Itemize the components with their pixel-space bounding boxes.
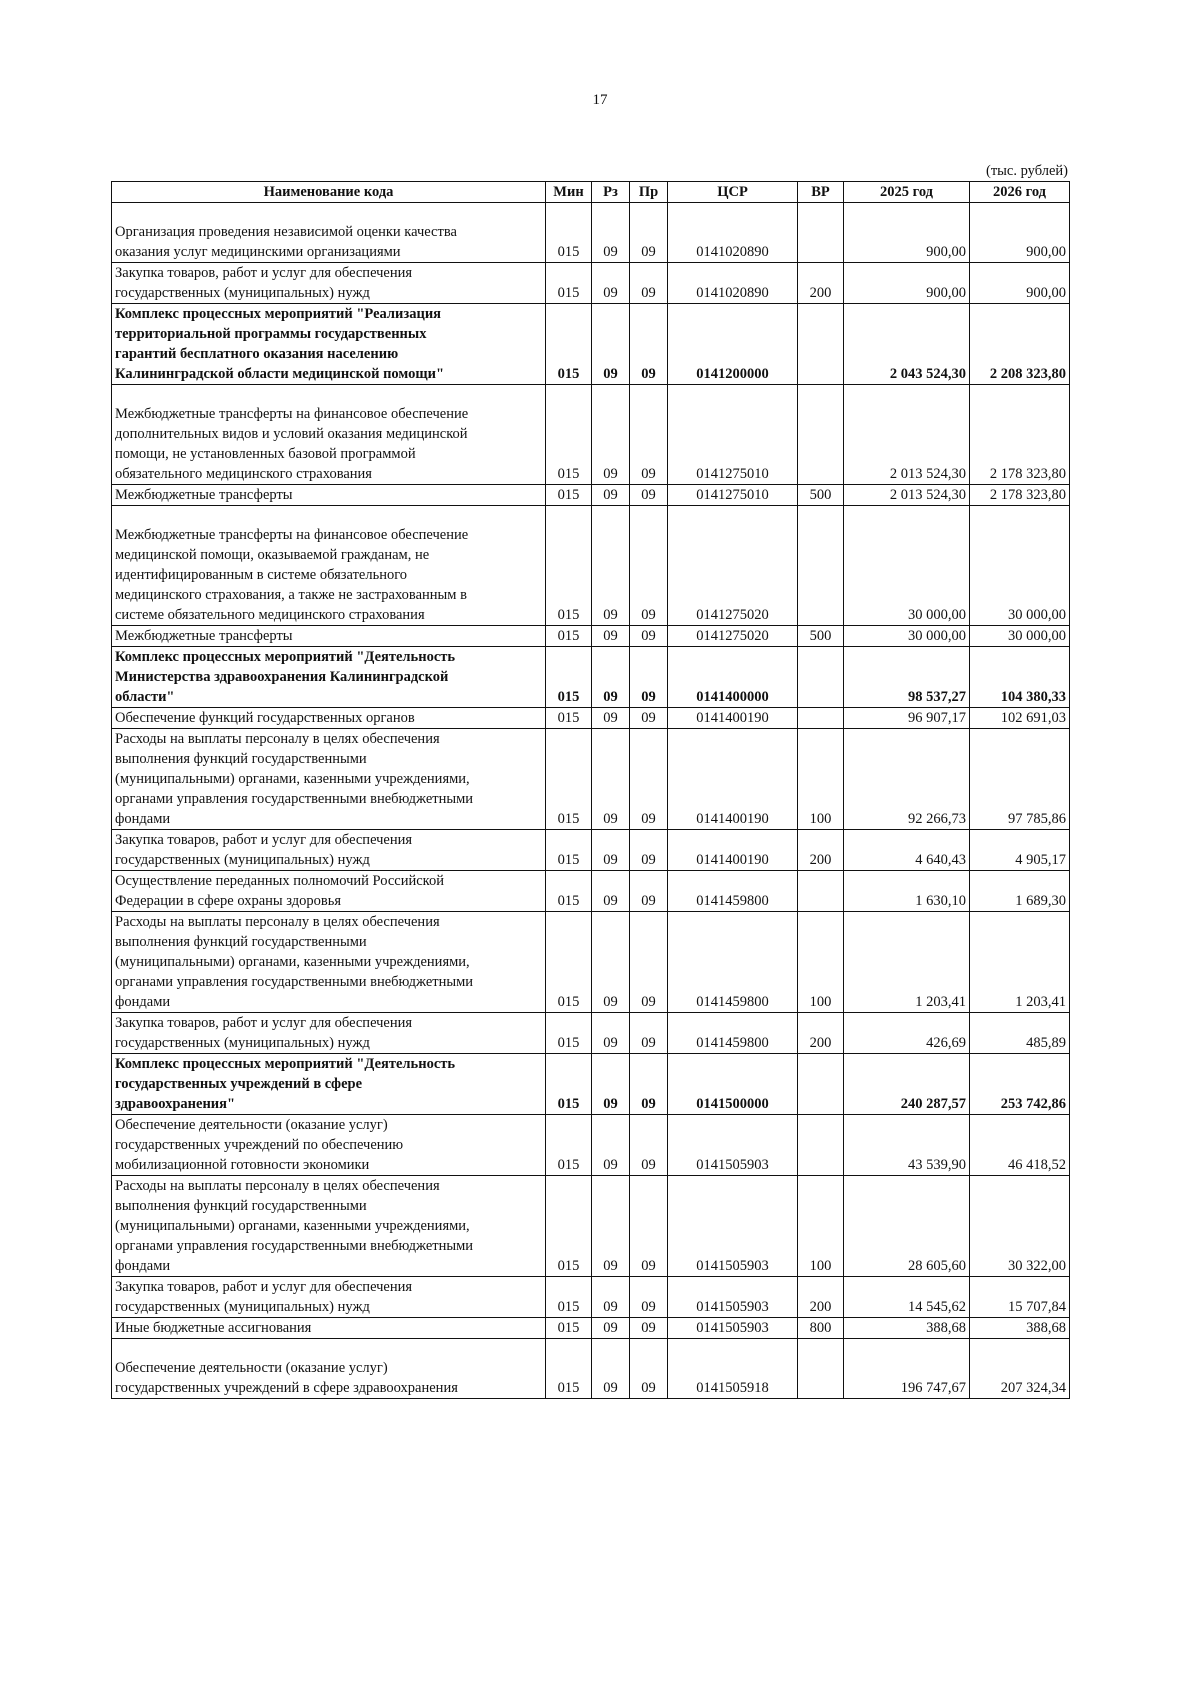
cell-2026: 97 785,86: [970, 729, 1070, 830]
cell-rz: 09: [592, 1277, 630, 1318]
cell-min: 015: [546, 729, 592, 830]
cell-rz: 09: [592, 485, 630, 506]
cell-csr: 0141505903: [668, 1318, 798, 1339]
cell-min: 015: [546, 912, 592, 1013]
cell-pr: 09: [630, 506, 668, 626]
cell-name: Иные бюджетные ассигнования: [112, 1318, 546, 1339]
cell-2025: 2 013 524,30: [844, 485, 970, 506]
cell-csr: 0141459800: [668, 912, 798, 1013]
table-row: [112, 1115, 1070, 1176]
cell-vr: [798, 1339, 844, 1399]
cell-min: 015: [546, 1318, 592, 1339]
cell-csr: 0141505918: [668, 1339, 798, 1399]
cell-2025: 30 000,00: [844, 626, 970, 647]
header-min: Мин: [546, 182, 592, 203]
cell-pr: 09: [630, 647, 668, 708]
cell-name: Межбюджетные трансферты на финансовое обеспечение медицинской помощи, оказываемой гражданам, не идентифицированным в системе обязательного медицинского страхования, а также не застрахованным в системе обязательного медицинского страхования: [112, 506, 546, 626]
cell-pr: 09: [630, 1339, 668, 1399]
cell-rz: 09: [592, 830, 630, 871]
table-row: [112, 203, 1070, 263]
table-row: [112, 1318, 1070, 1339]
header-row: [112, 182, 1070, 203]
cell-2026: 4 905,17: [970, 830, 1070, 871]
cell-csr: 0141400190: [668, 729, 798, 830]
cell-name: Обеспечение деятельности (оказание услуг) государственных учреждений по обеспечению мобилизационной готовности экономики: [112, 1115, 546, 1176]
cell-vr: [798, 871, 844, 912]
cell-2026: 388,68: [970, 1318, 1070, 1339]
cell-name: Закупка товаров, работ и услуг для обеспечения государственных (муниципальных) нужд: [112, 1277, 546, 1318]
header-pr: Пр: [630, 182, 668, 203]
cell-min: 015: [546, 506, 592, 626]
cell-2025: 4 640,43: [844, 830, 970, 871]
cell-name: Организация проведения независимой оценки качества оказания услуг медицинскими организациями: [112, 203, 546, 263]
cell-2025: 28 605,60: [844, 1176, 970, 1277]
cell-pr: 09: [630, 830, 668, 871]
cell-2026: 46 418,52: [970, 1115, 1070, 1176]
cell-vr: [798, 203, 844, 263]
cell-rz: 09: [592, 203, 630, 263]
cell-2025: 1 630,10: [844, 871, 970, 912]
table-row: [112, 304, 1070, 385]
cell-csr: 0141200000: [668, 304, 798, 385]
cell-vr: 100: [798, 912, 844, 1013]
cell-2026: 30 000,00: [970, 506, 1070, 626]
cell-vr: 500: [798, 626, 844, 647]
table-row: [112, 626, 1070, 647]
cell-pr: 09: [630, 871, 668, 912]
cell-rz: 09: [592, 871, 630, 912]
cell-min: 015: [546, 385, 592, 485]
cell-pr: 09: [630, 626, 668, 647]
cell-2025: 43 539,90: [844, 1115, 970, 1176]
cell-2025: 92 266,73: [844, 729, 970, 830]
header-rz: Рз: [592, 182, 630, 203]
cell-vr: 200: [798, 263, 844, 304]
cell-name: Расходы на выплаты персоналу в целях обеспечения выполнения функций государственными (муниципальными) органами, казенными учреждениями, органами управления государственными внебюджетными фондами: [112, 912, 546, 1013]
cell-pr: 09: [630, 1318, 668, 1339]
cell-vr: 100: [798, 1176, 844, 1277]
cell-min: 015: [546, 871, 592, 912]
cell-2026: 1 689,30: [970, 871, 1070, 912]
cell-name: Комплекс процессных мероприятий "Деятельность Министерства здравоохранения Калининградской области": [112, 647, 546, 708]
cell-2025: 240 287,57: [844, 1054, 970, 1115]
cell-csr: 0141459800: [668, 1013, 798, 1054]
cell-pr: 09: [630, 203, 668, 263]
table-row: [112, 263, 1070, 304]
budget-table: [111, 181, 1070, 1399]
header-csr: ЦСР: [668, 182, 798, 203]
cell-min: 015: [546, 203, 592, 263]
cell-2025: 96 907,17: [844, 708, 970, 729]
cell-csr: 0141459800: [668, 871, 798, 912]
table-row: [112, 1339, 1070, 1399]
cell-rz: 09: [592, 1115, 630, 1176]
table-row: [112, 871, 1070, 912]
cell-name: Межбюджетные трансферты на финансовое обеспечение дополнительных видов и условий оказания медицинской помощи, не установленных базовой программой обязательного медицинского страхования: [112, 385, 546, 485]
cell-name: Закупка товаров, работ и услуг для обеспечения государственных (муниципальных) нужд: [112, 830, 546, 871]
cell-vr: [798, 708, 844, 729]
cell-name: Межбюджетные трансферты: [112, 626, 546, 647]
cell-min: 015: [546, 304, 592, 385]
cell-name: Комплекс процессных мероприятий "Деятельность государственных учреждений в сфере здравоохранения": [112, 1054, 546, 1115]
cell-csr: 0141020890: [668, 203, 798, 263]
cell-csr: 0141400190: [668, 708, 798, 729]
cell-csr: 0141275020: [668, 506, 798, 626]
cell-min: 015: [546, 1013, 592, 1054]
cell-vr: [798, 647, 844, 708]
cell-name: Обеспечение функций государственных органов: [112, 708, 546, 729]
cell-vr: [798, 1115, 844, 1176]
cell-2025: 196 747,67: [844, 1339, 970, 1399]
cell-2025: 900,00: [844, 203, 970, 263]
cell-vr: 200: [798, 1013, 844, 1054]
cell-2026: 15 707,84: [970, 1277, 1070, 1318]
cell-rz: 09: [592, 647, 630, 708]
header-name: Наименование кода: [112, 182, 546, 203]
cell-min: 015: [546, 1176, 592, 1277]
cell-csr: 0141400000: [668, 647, 798, 708]
cell-vr: [798, 506, 844, 626]
cell-vr: 200: [798, 830, 844, 871]
cell-rz: 09: [592, 626, 630, 647]
cell-2026: 253 742,86: [970, 1054, 1070, 1115]
header-2026: 2026 год: [970, 182, 1070, 203]
cell-pr: 09: [630, 263, 668, 304]
cell-pr: 09: [630, 304, 668, 385]
cell-rz: 09: [592, 1339, 630, 1399]
cell-name: Закупка товаров, работ и услуг для обеспечения государственных (муниципальных) нужд: [112, 1013, 546, 1054]
cell-rz: 09: [592, 1054, 630, 1115]
table-row: [112, 912, 1070, 1013]
cell-vr: 800: [798, 1318, 844, 1339]
cell-min: 015: [546, 1115, 592, 1176]
table-row: [112, 385, 1070, 485]
cell-name: Осуществление переданных полномочий Российской Федерации в сфере охраны здоровья: [112, 871, 546, 912]
table-row: [112, 1054, 1070, 1115]
cell-vr: 100: [798, 729, 844, 830]
cell-min: 015: [546, 1339, 592, 1399]
cell-vr: [798, 304, 844, 385]
cell-pr: 09: [630, 1115, 668, 1176]
cell-csr: 0141505903: [668, 1277, 798, 1318]
cell-csr: 0141275010: [668, 485, 798, 506]
cell-pr: 09: [630, 708, 668, 729]
cell-2026: 2 178 323,80: [970, 385, 1070, 485]
cell-2026: 1 203,41: [970, 912, 1070, 1013]
cell-pr: 09: [630, 1176, 668, 1277]
table-row: [112, 506, 1070, 626]
cell-name: Расходы на выплаты персоналу в целях обеспечения выполнения функций государственными (муниципальными) органами, казенными учреждениями, органами управления государственными внебюджетными фондами: [112, 729, 546, 830]
table-row: [112, 830, 1070, 871]
cell-rz: 09: [592, 1318, 630, 1339]
cell-rz: 09: [592, 263, 630, 304]
cell-csr: 0141500000: [668, 1054, 798, 1115]
cell-name: Обеспечение деятельности (оказание услуг) государственных учреждений в сфере здравоохранения: [112, 1339, 546, 1399]
cell-2025: 1 203,41: [844, 912, 970, 1013]
cell-min: 015: [546, 830, 592, 871]
cell-min: 015: [546, 485, 592, 506]
table-row: [112, 1277, 1070, 1318]
cell-name: Межбюджетные трансферты: [112, 485, 546, 506]
cell-pr: 09: [630, 912, 668, 1013]
page-number: 17: [592, 92, 608, 108]
header-2025: 2025 год: [844, 182, 970, 203]
cell-2026: 2 208 323,80: [970, 304, 1070, 385]
cell-name: Комплекс процессных мероприятий "Реализация территориальной программы государственных гарантий бесплатного оказания населению Калининградской области медицинской помощи": [112, 304, 546, 385]
cell-2025: 900,00: [844, 263, 970, 304]
cell-2026: 2 178 323,80: [970, 485, 1070, 506]
cell-2026: 102 691,03: [970, 708, 1070, 729]
cell-pr: 09: [630, 1054, 668, 1115]
cell-name: Закупка товаров, работ и услуг для обеспечения государственных (муниципальных) нужд: [112, 263, 546, 304]
cell-2025: 14 545,62: [844, 1277, 970, 1318]
cell-pr: 09: [630, 385, 668, 485]
cell-vr: [798, 385, 844, 485]
cell-min: 015: [546, 1277, 592, 1318]
cell-csr: 0141020890: [668, 263, 798, 304]
table-row: [112, 647, 1070, 708]
cell-vr: 200: [798, 1277, 844, 1318]
cell-csr: 0141400190: [668, 830, 798, 871]
cell-pr: 09: [630, 729, 668, 830]
cell-pr: 09: [630, 1013, 668, 1054]
table-row: [112, 1176, 1070, 1277]
table-row: [112, 708, 1070, 729]
cell-csr: 0141505903: [668, 1176, 798, 1277]
cell-2025: 98 537,27: [844, 647, 970, 708]
cell-min: 015: [546, 626, 592, 647]
cell-rz: 09: [592, 729, 630, 830]
cell-2026: 900,00: [970, 263, 1070, 304]
cell-2026: 485,89: [970, 1013, 1070, 1054]
cell-name: Расходы на выплаты персоналу в целях обеспечения выполнения функций государственными (муниципальными) органами, казенными учреждениями, органами управления государственными внебюджетными фондами: [112, 1176, 546, 1277]
cell-2025: 388,68: [844, 1318, 970, 1339]
cell-csr: 0141275020: [668, 626, 798, 647]
cell-rz: 09: [592, 1013, 630, 1054]
cell-2025: 2 013 524,30: [844, 385, 970, 485]
cell-2026: 30 322,00: [970, 1176, 1070, 1277]
table-row: [112, 485, 1070, 506]
cell-2026: 30 000,00: [970, 626, 1070, 647]
cell-rz: 09: [592, 912, 630, 1013]
cell-min: 015: [546, 647, 592, 708]
cell-vr: [798, 1054, 844, 1115]
cell-2026: 104 380,33: [970, 647, 1070, 708]
cell-min: 015: [546, 1054, 592, 1115]
cell-2025: 426,69: [844, 1013, 970, 1054]
cell-min: 015: [546, 263, 592, 304]
cell-2025: 30 000,00: [844, 506, 970, 626]
cell-rz: 09: [592, 304, 630, 385]
table-row: [112, 729, 1070, 830]
cell-pr: 09: [630, 485, 668, 506]
cell-rz: 09: [592, 385, 630, 485]
units-label: (тыс. рублей): [986, 163, 1068, 179]
cell-rz: 09: [592, 708, 630, 729]
cell-csr: 0141505903: [668, 1115, 798, 1176]
table-row: [112, 1013, 1070, 1054]
header-vr: ВР: [798, 182, 844, 203]
cell-vr: 500: [798, 485, 844, 506]
cell-rz: 09: [592, 506, 630, 626]
cell-2026: 207 324,34: [970, 1339, 1070, 1399]
cell-2026: 900,00: [970, 203, 1070, 263]
cell-2025: 2 043 524,30: [844, 304, 970, 385]
cell-min: 015: [546, 708, 592, 729]
cell-csr: 0141275010: [668, 385, 798, 485]
cell-rz: 09: [592, 1176, 630, 1277]
cell-pr: 09: [630, 1277, 668, 1318]
